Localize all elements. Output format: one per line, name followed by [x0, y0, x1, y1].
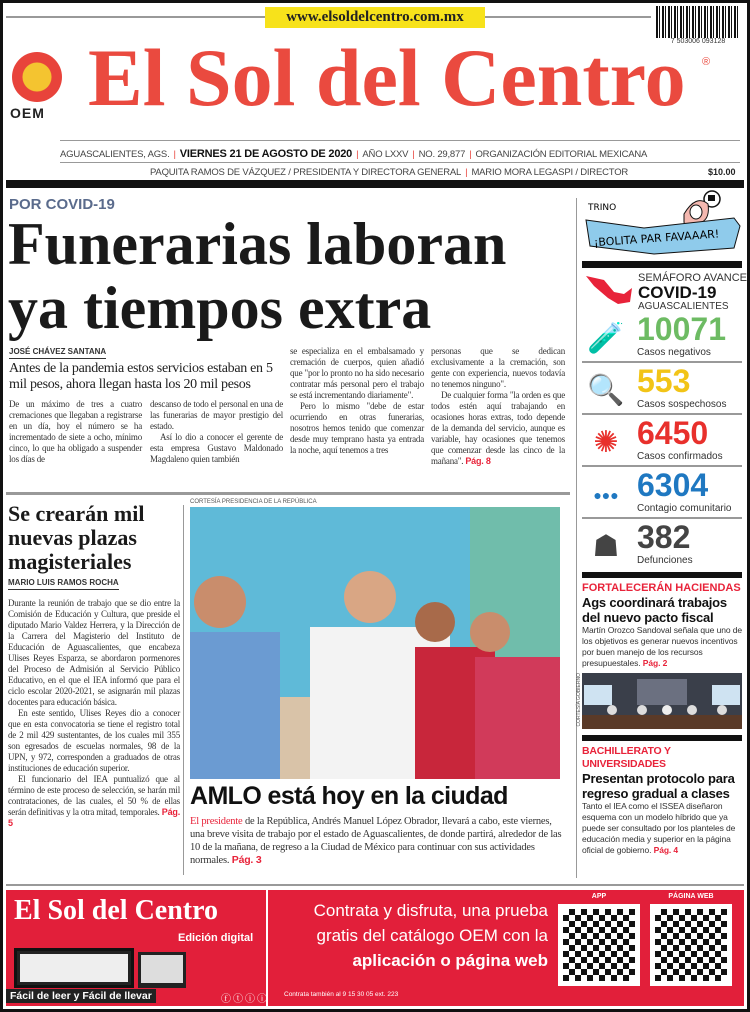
paragraph: Así lo dio a conocer el gerente de esta empresa Gustavo Maldonado Magdaleno quien también: [150, 432, 283, 464]
paragraph: El funcionario del IEA puntualizó que al término de este proceso de selección, se harán mil contrataciones, de las cuales, el 50 % de ellas serán definitivas y la otra mitad, temporales.: [8, 774, 180, 817]
lead-word: El presidente: [190, 816, 243, 827]
ad-edition: Edición digital: [178, 932, 254, 944]
president: PAQUITA RAMOS DE VÁZQUEZ / PRESIDENTA Y DIRECTORA GENERAL: [150, 167, 462, 178]
covid-title-1: SEMÁFORO AVANCE: [638, 272, 748, 284]
paragraph: Martín Orozco Sandoval señala que uno de los objetivos es generar nuevos incentivos por buen manejo de los recursos presupuestales.: [582, 625, 742, 668]
qr-app-icon[interactable]: [558, 904, 640, 986]
people-icon: ●●●: [593, 487, 619, 503]
stat-label: Casos negativos: [637, 347, 711, 358]
covid-stat-defunciones: [582, 521, 742, 571]
divider: [6, 884, 744, 886]
date: VIERNES 21 DE AGOSTO DE 2020: [179, 148, 353, 160]
paragraph: Tanto el IEA como el ISSEA diseñaron esquema con un modelo híbrido que ya puede ser consultado por los planteles de educación media y superior en la página oficial de gobierno.: [582, 801, 736, 855]
paragraph: de la República, Andrés Manuel López Obrador, llevará a cabo, este viernes, una breve visita de trabajo por el estado de Aguascalientes, de donde partirá, alrededor de las 10 de la mañana, de regreso a la Ciudad de México para continuar con sus actividades normales.: [190, 816, 562, 866]
paragraph: se especializa en el embalsamado y cremación de cuerpos, quien añadió que "por lo pronto no ha sido necesario contratar más personal pero el trabajo se está incrementando diariamente".: [290, 346, 424, 400]
ad-line: gratis del catálogo OEM con la: [316, 926, 548, 945]
divider: [60, 140, 740, 141]
lead-column: [290, 346, 424, 456]
tombstone-icon: ☗: [592, 530, 620, 563]
lead-column: [431, 346, 565, 467]
protocolo-headline[interactable]: Presentan protocolo para regreso gradual a clases: [582, 771, 735, 801]
paragraph: De cualquier forma "la orden es que todos estén aquí trabajando en ocasiones horas extras, todo depende de la demanda del servicio, aunque es variable, hay ocasiones que tenemos que comenzar desde las cinco de la mañana".: [431, 390, 565, 466]
lead-column: [9, 399, 142, 465]
ad-line: Contrata y disfruta, una prueba: [313, 901, 548, 920]
plazas-headline[interactable]: Se crearán mil nuevas plazas magisteriales: [8, 501, 145, 574]
lead-left-block: [9, 361, 283, 465]
oem-logo: OEM: [10, 105, 45, 121]
covid-title-3: AGUASCALIENTES: [638, 301, 729, 312]
stat-value: 6304: [637, 467, 709, 503]
hacienda-photo[interactable]: [582, 673, 742, 729]
stat-label: Defunciones: [637, 555, 693, 566]
qr-app-label: APP: [591, 893, 607, 900]
stat-label: Casos sospechosos: [637, 399, 727, 410]
lead-headline-line: ya tiempos extra: [8, 275, 432, 341]
hacienda-headline[interactable]: Ags coordinará trabajos del nuevo pacto fiscal: [582, 595, 727, 625]
covid-stat-negativos: [582, 313, 742, 363]
paragraph: Pero lo mismo "debe de estar ocurriendo en otras funerarias, nosotros hemos tenido que comenzar desde muy temprano hasta ya entrada la noche, aquí tenemos a tres: [290, 401, 424, 455]
paragraph: personas que se dedican exclusivamente a la cremación, son gente con experiencia, nuevos todavía no tenemos ninguno".: [431, 346, 565, 389]
amlo-headline[interactable]: AMLO está hoy en la ciudad: [190, 782, 508, 810]
paragraph: Durante la reunión de trabajo que se dio entre la Comisión de Educación y Cultura, que preside el diputado Mario Valdez Herrera, y la Dirección de la Carrera del Magisterio del Instituto de Educación de Aguascalientes, que encabeza Ulises Reyes Esparza, se abordaron pormenores del Proceso de Admisión al Servicio Público Educativo, en el que el IEA informó que para el ciclo escolar 2020-2021, se asignarán mil plazas docentes para educación básica.: [8, 598, 180, 707]
ad-line: aplicación o página web: [352, 951, 548, 970]
staff-line: PAQUITA RAMOS DE VÁZQUEZ / PRESIDENTA Y DIRECTORA GENERAL | MARIO MORA LEGASPI / DIRECTOR: [150, 167, 629, 178]
divider-bar: [582, 735, 742, 741]
lead-headline[interactable]: [8, 212, 506, 340]
plazas-byline: MARIO LUIS RAMOS ROCHA: [8, 578, 119, 590]
stat-value: 553: [637, 363, 691, 399]
photo-credit: CORTESÍA GOBIERNO: [576, 673, 582, 727]
website-url[interactable]: www.elsoldelcentro.com.mx: [265, 7, 485, 28]
stat-value: 6450: [637, 415, 709, 451]
lead-headline-line: Funerarias laboran: [8, 211, 507, 277]
virus-icon: ✺: [593, 426, 619, 459]
covid-stat-sospechosos: [582, 365, 742, 415]
magnifier-icon: 🔍: [587, 374, 625, 407]
divider: [6, 492, 570, 495]
covid-title-2: COVID-19: [638, 283, 717, 302]
protocolo-kicker: BACHILLERATO Y UNIVERSIDADES: [582, 745, 671, 770]
mexico-map-icon: [584, 272, 634, 306]
lead-deck: Antes de la pandemia estos servicios estaban en 5 mil pesos, ahora llegan hasta los 20 mil pesos: [9, 361, 273, 392]
protocolo-text: [582, 801, 742, 856]
ad-brand: El Sol del Centro: [14, 895, 219, 926]
paragraph: En este sentido, Ulises Reyes dio a conocer que en esta convocatoria se tiene el registro total de 2 mil 429 sustentantes, de los cuales mil 355 son egresados de escuelas normales, 98 de la UPN, y 972, corresponden a graduados de otras instituciones de educación superior.: [8, 708, 180, 773]
stat-value: 382: [637, 519, 691, 555]
cartoon-caption: ¡BOLITA PAR FAVAAAR!: [593, 227, 720, 250]
tablet-mockup-icon: [138, 952, 186, 988]
price: $10.00: [708, 167, 736, 177]
divider-bar: [582, 261, 742, 268]
paragraph: De un máximo de tres a cuatro cremaciones que llegaban a registrarse en un día, hoy el número se ha incrementado de siete a ocho, mínimo cinco, lo que ha obligado a suspender los días de: [9, 399, 142, 464]
column-divider: [576, 198, 577, 878]
divider: [60, 162, 740, 163]
qr-web-label: PÁGINA WEB: [668, 893, 714, 900]
social-icons[interactable]: ⓕⓣⓘⓘ: [221, 994, 269, 1005]
hacienda-photo-wrap: [576, 673, 742, 729]
right-column-articles: [576, 572, 742, 856]
hacienda-kicker: FORTALECERÁN HACIENDAS: [582, 582, 741, 594]
amlo-body: [190, 815, 562, 867]
director: MARIO MORA LEGASPI / DIRECTOR: [471, 167, 629, 178]
covid-stat-confirmados: [582, 417, 742, 467]
stat-value: 10071: [637, 311, 726, 347]
hacienda-text: [582, 625, 742, 669]
qr-web-icon[interactable]: [650, 904, 732, 986]
lead-byline: JOSÉ CHÁVEZ SANTANA: [9, 347, 106, 359]
stat-label: Contagio comunitario: [637, 503, 732, 514]
organization: ORGANIZACIÓN EDITORIAL MEXICANA: [475, 149, 648, 160]
city: AGUASCALIENTES, AGS.: [60, 149, 170, 160]
oem-sun-logo-icon: [12, 52, 62, 102]
stat-label: Casos confirmados: [637, 451, 723, 462]
divider-bar: [582, 572, 742, 578]
page-ref[interactable]: Pág. 8: [465, 456, 491, 466]
cartoon-illustration: [584, 190, 742, 258]
plazas-body: [8, 598, 180, 829]
ad-copy: [276, 898, 548, 973]
registered-mark: ®: [702, 56, 711, 68]
paragraph: descanso de todo el personal en una de las funerarias de mayor prestigio del estado.: [150, 399, 283, 431]
barcode-number: 7 503006 093128: [656, 38, 740, 45]
page-ref[interactable]: Pág. 5: [8, 807, 181, 828]
masthead: El Sol del Centro: [88, 32, 686, 123]
page-ref[interactable]: Pág. 2: [642, 658, 668, 668]
divider-bar: [6, 180, 744, 188]
ad-contact: Contrata también al 9 15 30 05 ext. 223: [284, 991, 399, 998]
page-ref[interactable]: Pág. 4: [653, 845, 679, 855]
amlo-photo[interactable]: [190, 507, 560, 779]
covid-stat-comunitario: [582, 469, 742, 519]
photo-credit: CORTESÍA PRESIDENCIA DE LA REPÚBLICA: [190, 499, 317, 505]
digital-edition-ad[interactable]: [6, 890, 744, 1006]
dateline: AGUASCALIENTES, AGS. | VIERNES 21 DE AGOSTO DE 2020 | AÑO LXXV | NO. 29,877 | ORGANIZACIÓN EDITORIAL MEXICANA: [60, 148, 648, 160]
column-divider: [183, 505, 184, 875]
device-mockup-icon: [14, 948, 134, 988]
issue-number: NO. 29,877: [418, 149, 466, 160]
cartoon-signature: TRINO: [588, 203, 617, 213]
lead-column: [150, 399, 283, 465]
test-tube-icon: 🧪: [587, 322, 625, 355]
lead-kicker: POR COVID-19: [9, 196, 115, 213]
year: AÑO LXXV: [362, 149, 409, 160]
ad-tagline: Fácil de leer y Fácil de llevar: [6, 989, 156, 1003]
page-ref[interactable]: Pág. 3: [231, 854, 262, 866]
plazas-article: [8, 502, 180, 829]
